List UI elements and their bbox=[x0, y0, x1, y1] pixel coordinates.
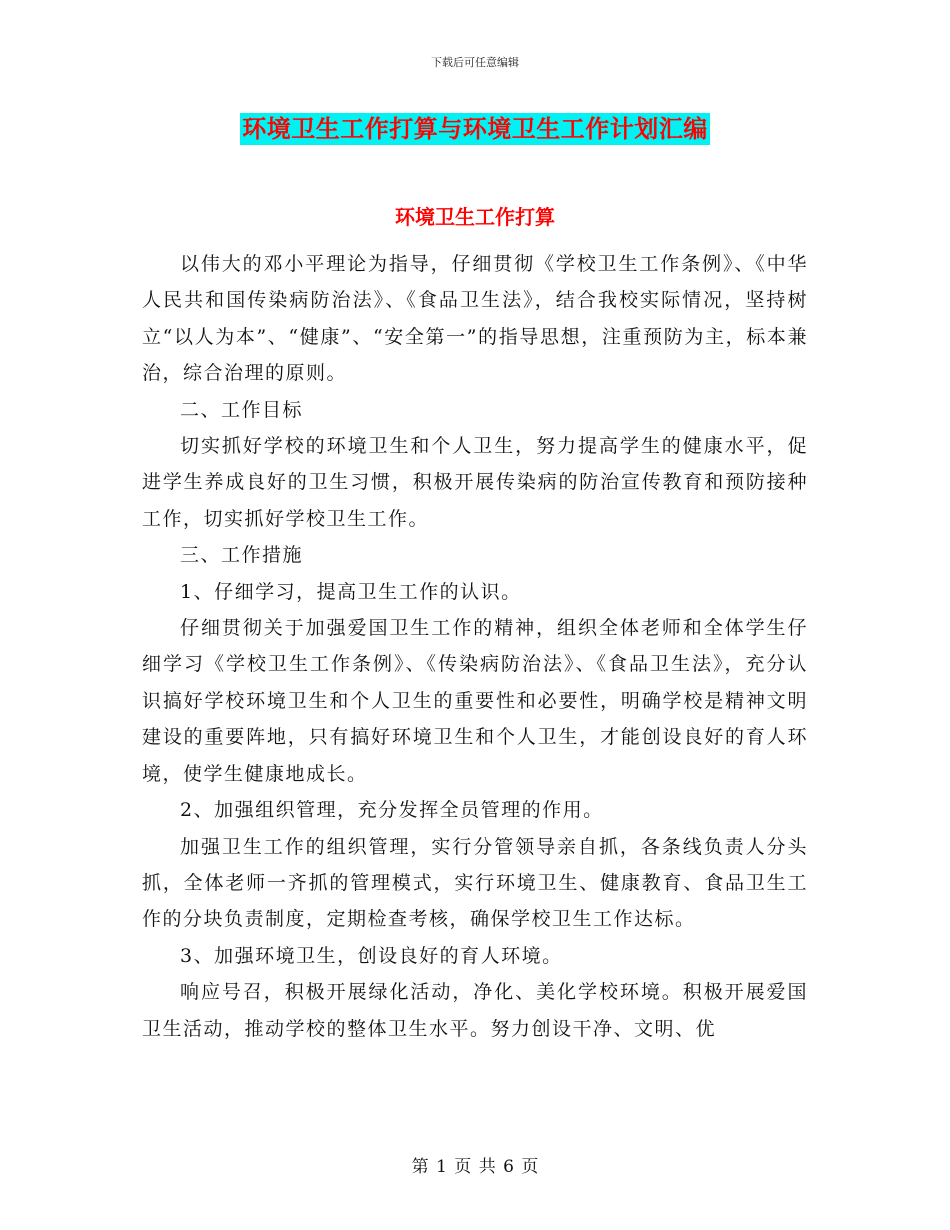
heading-work-measures: 三、工作措施 bbox=[180, 544, 304, 567]
document-title bbox=[0, 113, 950, 145]
measure-3-body: 响应号召，积极开展绿化活动，净化、美化学校环境。积极开展爱国卫生活动，推动学校的整体卫生水平。努力创设干净、文明、优 bbox=[142, 981, 808, 1040]
measure-1-heading: 1、仔细学习，提高卫生工作的认识。 bbox=[180, 580, 522, 603]
document-body bbox=[142, 246, 808, 1047]
paragraph-1: 以伟大的邓小平理论为指导，仔细贯彻《学校卫生工作条例》、《中华人民共和国传染病防治法》、《食品卫生法》，结合我校实际情况，坚持树立“以人为本”、“健康”、“安全第一”的指导思想，注重预防为主，标本兼治，综合治理的原则。 bbox=[142, 253, 808, 385]
heading-work-goals: 二、工作目标 bbox=[180, 398, 304, 421]
header-note: 下载后可任意编辑 bbox=[431, 56, 519, 69]
document-title-text: 环境卫生工作打算与环境卫生工作计划汇编 bbox=[242, 114, 708, 143]
measure-2-body: 加强卫生工作的组织管理，实行分管领导亲自抓，各条线负责人分头抓，全体老师一齐抓的管理模式，实行环境卫生、健康教育、食品卫生工作的分块负责制度，定期检查考核，确保学校卫生工作达标。 bbox=[142, 835, 808, 931]
paragraph-2: 切实抓好学校的环境卫生和个人卫生，努力提高学生的健康水平，促进学生养成良好的卫生习惯，积极开展传染病的防治宣传教育和预防接种工作，切实抓好学校卫生工作。 bbox=[142, 435, 808, 530]
measure-2-heading: 2、加强组织管理，充分发挥全员管理的作用。 bbox=[180, 799, 604, 822]
page-number-footer: 第 1 页 共 6 页 bbox=[411, 1157, 539, 1177]
measure-1-body: 仔细贯彻关于加强爱国卫生工作的精神，组织全体老师和全体学生仔细学习《学校卫生工作条例》、《传染病防治法》、《食品卫生法》，充分认识搞好学校环境卫生和个人卫生的重要性和必要性，明确学校是精神文明建设的重要阵地，只有搞好环境卫生和个人卫生，才能创设良好的育人环境，使学生健康地成长。 bbox=[142, 617, 808, 785]
measure-3-heading: 3、加强环境卫生，创设良好的育人环境。 bbox=[180, 944, 563, 967]
section-title: 环境卫生工作打算 bbox=[395, 205, 555, 229]
